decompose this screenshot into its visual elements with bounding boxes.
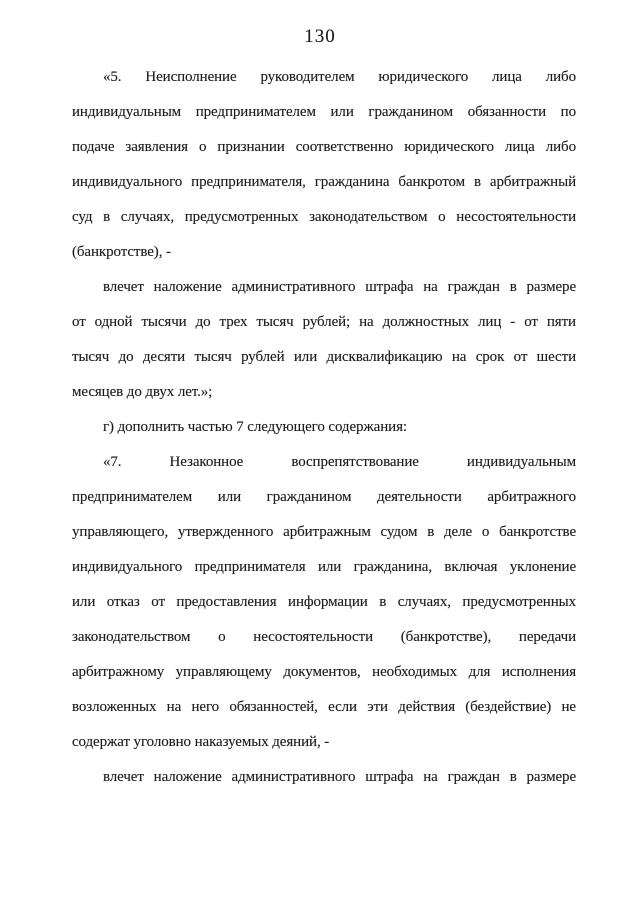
text-line: влечет наложение административного штрафа на граждан в размере — [103, 279, 576, 295]
text-line: от одной тысячи до трех тысяч рублей; на должностных лиц - от пяти — [72, 314, 576, 330]
text-line: «7. Незаконное воспрепятствование индивидуальным — [103, 454, 576, 470]
text-line: или отказ от предоставления информации в случаях, предусмотренных — [72, 594, 576, 610]
text-line: подаче заявления о признании соответственно юридического лица либо — [72, 139, 576, 155]
page-number: 130 — [304, 26, 336, 47]
text-line: предпринимателем или гражданином деятельности арбитражного — [72, 489, 576, 505]
text-line: месяцев до двух лет.»; — [72, 384, 213, 400]
text-line: индивидуального предпринимателя или гражданина, включая уклонение — [72, 559, 576, 575]
text-line: содержат уголовно наказуемых деяний, - — [72, 734, 330, 750]
text-line: «5. Неисполнение руководителем юридического лица либо — [103, 69, 576, 85]
text-line: г) дополнить частью 7 следующего содержания: — [103, 419, 407, 435]
text-line: индивидуального предпринимателя, гражданина банкротом в арбитражный — [72, 174, 576, 190]
paragraph — [72, 60, 576, 270]
document-body — [72, 60, 576, 795]
text-line: индивидуальным предпринимателем или гражданином обязанности по — [72, 104, 576, 120]
paragraph — [72, 760, 576, 795]
paragraph — [72, 270, 576, 410]
text-line: (банкротстве), - — [72, 244, 171, 260]
text-line: управляющего, утвержденного арбитражным судом в деле о банкротстве — [72, 524, 576, 540]
paragraph — [72, 410, 576, 445]
text-line: законодательством о несостоятельности (банкротстве), передачи — [72, 629, 576, 645]
text-line: суд в случаях, предусмотренных законодательством о несостоятельности — [72, 209, 576, 225]
paragraph — [72, 445, 576, 760]
text-line: арбитражному управляющему документов, необходимых для исполнения — [72, 664, 576, 680]
text-line: тысяч до десяти тысяч рублей или дисквалификацию на срок от шести — [72, 349, 576, 365]
text-line: влечет наложение административного штрафа на граждан в размере — [103, 769, 576, 785]
text-line: возложенных на него обязанностей, если эти действия (бездействие) не — [72, 699, 576, 715]
